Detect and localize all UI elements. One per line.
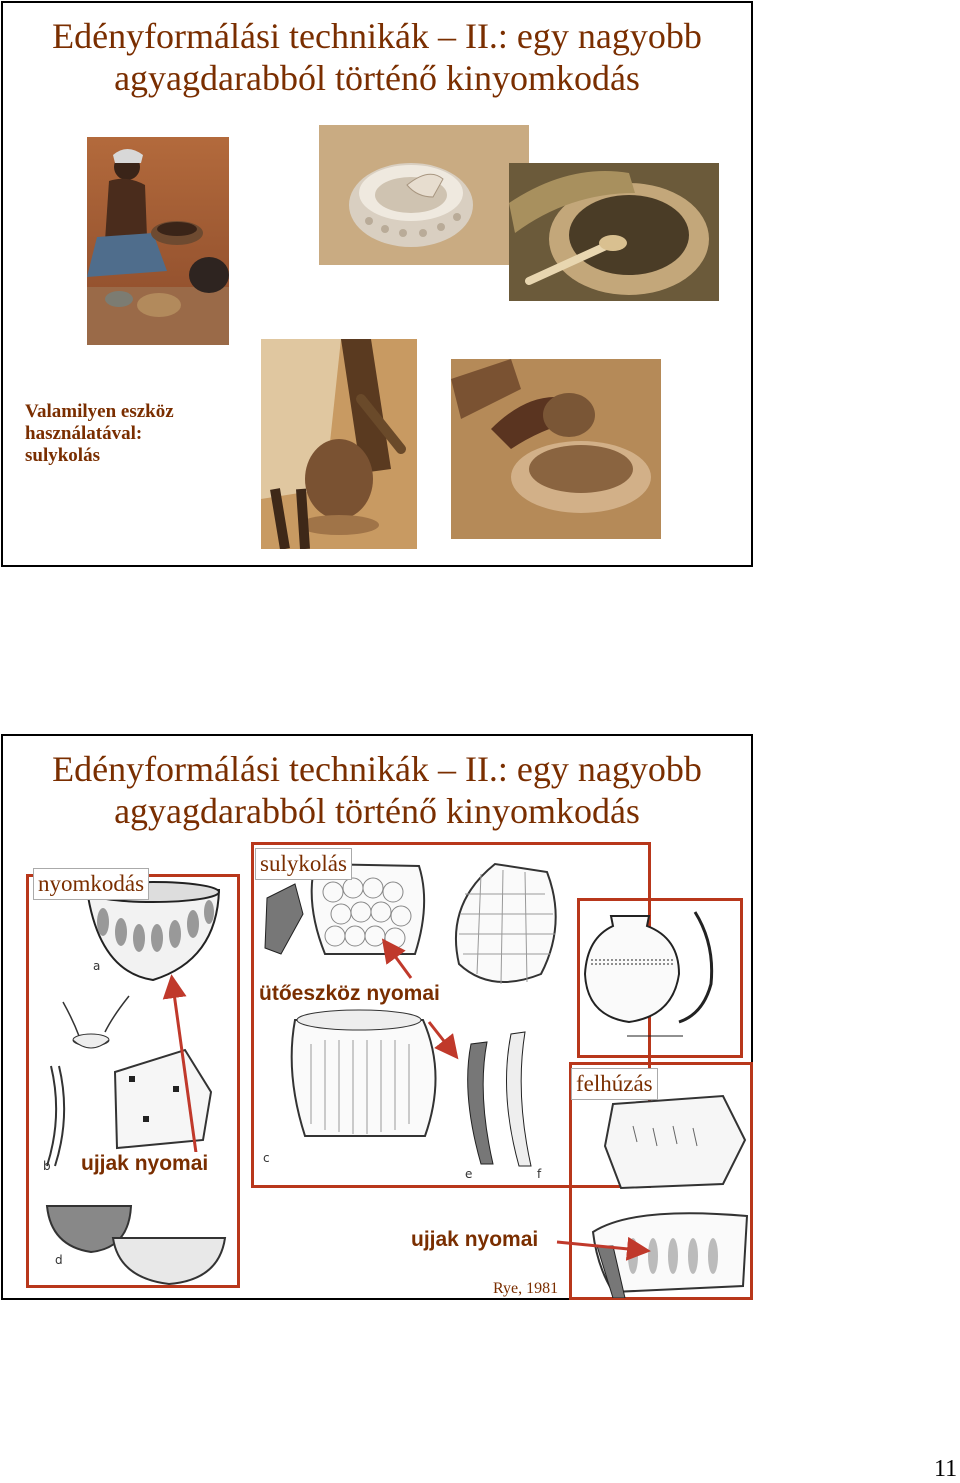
slide-2-title-line-1: Edényformálási technikák – II.: egy nagyobb (52, 749, 702, 789)
photo-bowl-paddling (509, 163, 719, 301)
photo-hands-shaping-bowl (451, 359, 661, 539)
fig-letter-d: d (55, 1253, 63, 1267)
photo-clay-bowl-with-pestle (319, 125, 529, 265)
label-felhuzas: felhúzás (571, 1068, 658, 1100)
arrow-ujjak-right (557, 1242, 639, 1250)
label-ujjak-nyomai-left: ujjak nyomai (81, 1152, 209, 1175)
slide-2 (1, 734, 753, 1300)
photo-potter-seated (87, 137, 229, 345)
fig-letter-f: f (537, 1167, 542, 1181)
label-utoeszkoz-nyomai: ütőeszköz nyomai (259, 982, 440, 1005)
label-sulykolas: sulykolás (255, 848, 352, 880)
arrow-utoeszkoz-down (429, 1022, 451, 1050)
fig-letter-c: c (263, 1151, 270, 1165)
caption-line-2: használatával: (25, 423, 143, 444)
arrow-ujjak-left (173, 986, 197, 1160)
photo-pounding-pot (261, 339, 417, 549)
label-nyomkodas: nyomkodás (33, 868, 149, 900)
source-credit: Rye, 1981 (493, 1280, 559, 1297)
slide-1 (1, 1, 753, 567)
arrow-utoeszkoz-up (389, 948, 411, 978)
annotation-arrows (3, 736, 755, 1302)
slide-1-title (3, 15, 751, 99)
slide-1-caption (25, 401, 174, 467)
caption-line-3: sulykolás (25, 445, 100, 466)
caption-line-1: Valamilyen eszköz (25, 401, 174, 422)
page-number: 11 (934, 1456, 958, 1482)
fig-letter-a: a (93, 959, 101, 973)
slide-1-title-line-1: Edényformálási technikák – II.: egy nagyobb (52, 16, 702, 56)
slide-1-title-line-2: agyagdarabból történő kinyomkodás (114, 58, 640, 98)
fig-letter-e: e (465, 1167, 473, 1181)
slide-2-title-line-2: agyagdarabból történő kinyomkodás (114, 791, 640, 831)
fig-letter-b: b (43, 1159, 51, 1173)
label-ujjak-nyomai-right: ujjak nyomai (411, 1228, 539, 1251)
